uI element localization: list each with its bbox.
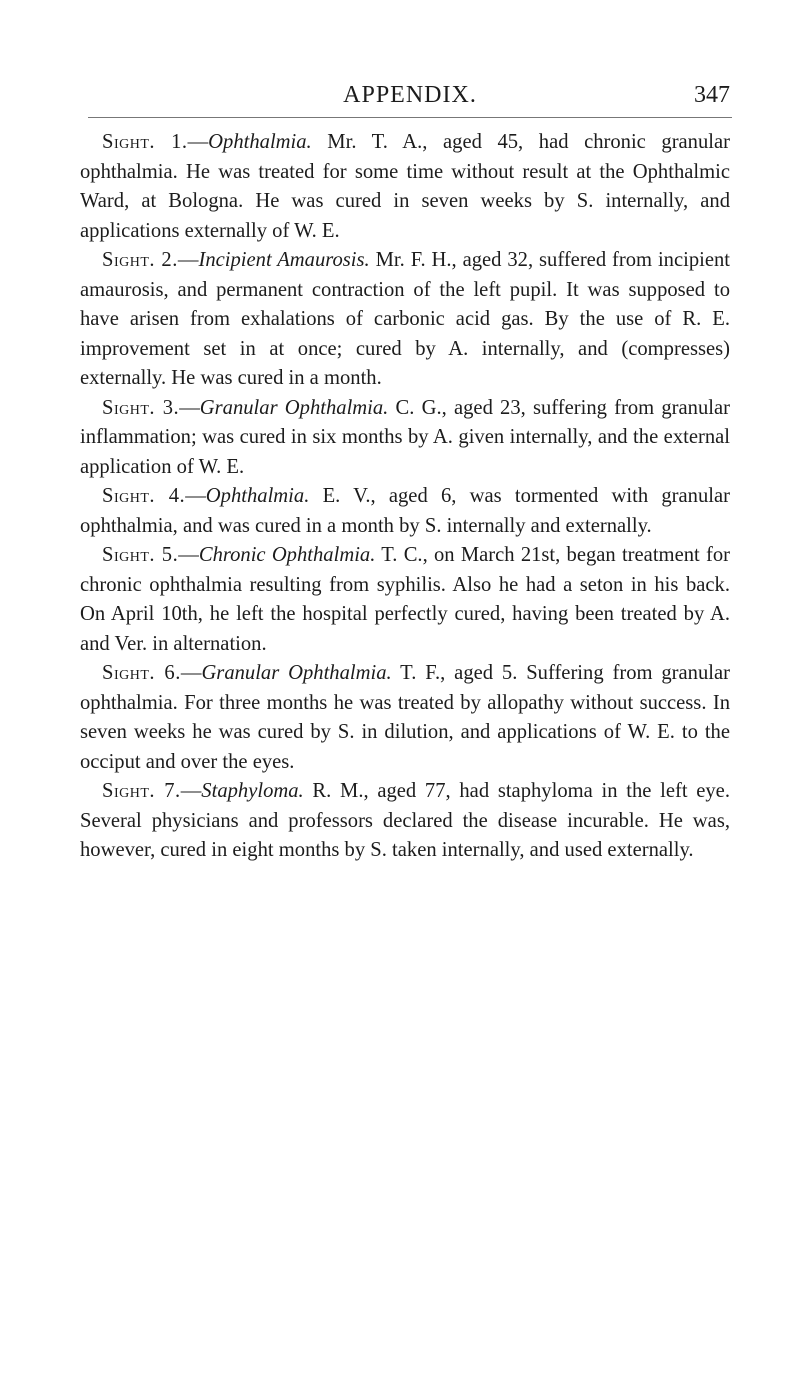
- case-entry: Sight. 5.—Chronic Ophthalmia. T. C., on March 21st, began treatment for chronic ophthalmia resulting from syphilis. Also he had a seton in his back. On April 10th, he left the hospital perfectly cured, having been treated by A. and Ver. in alternation.: [80, 544, 730, 655]
- case-title: Granular Ophthalmia.: [201, 662, 392, 684]
- case-title: Chronic Ophthalmia.: [198, 544, 376, 566]
- case-text: T. F., aged 5. Suffering from granular ophthalmia. For three months he was treated by allopathy without success. In seven weeks he was cured by S. in dilution, and applications of W. E. to the occiput and over the eyes.: [80, 662, 730, 773]
- case-title: Incipient Amaurosis.: [198, 249, 370, 271]
- case-label: Sight. 6.: [102, 662, 181, 684]
- case-label: Sight. 2.: [102, 249, 178, 271]
- running-head: [90, 80, 730, 110]
- case-label: Sight. 5.: [102, 544, 179, 566]
- case-label: Sight. 3.: [102, 396, 180, 419]
- case-entry: Sight. 6.—Granular Ophthalmia. T. F., aged 5. Suffering from granular ophthalmia. For three months he was treated by allopathy without success. In seven weeks he was cured by S. in dilution, and applications of W. E. to the occiput and over the eyes.: [80, 662, 730, 773]
- case-text: C. G., aged 23, suffering from granular inflammation; was cured in six months by A. given internally, and the external application of W. E.: [80, 396, 730, 478]
- case-entry: Sight. 2.—Incipient Amaurosis. Mr. F. H., aged 32, suffered from incipient amaurosis, and permanent contraction of the left pupil. It was supposed to have arisen from exhalations of carbonic acid gas. By the use of R. E. improvement set in at once; cured by A. internally, and (compresses) externally. He was cured in a month.: [80, 249, 730, 389]
- case-text: E. V., aged 6, was tormented with granular ophthalmia, and was cured in a month by S. internally and externally.: [80, 485, 730, 537]
- case-title: Ophthalmia.: [205, 485, 310, 507]
- case-label: Sight. 4.: [102, 485, 186, 507]
- case-title: Staphyloma.: [201, 780, 304, 802]
- case-entry: Sight. 3.—Granular Ophthalmia. C. G., aged 23, suffering from granular inflammation; was cured in six months by A. given internally, and the external application of W. E.: [80, 396, 730, 478]
- body-text: [80, 128, 730, 866]
- case-text: Mr. F. H., aged 32, suffered from incipient amaurosis, and permanent contraction of the left pupil. It was supposed to have arisen from exhalations of carbonic acid gas. By the use of R. E. improvement set in at once; cured by A. internally, and (compresses) externally. He was cured in a month.: [80, 249, 730, 389]
- header-rule: [88, 117, 732, 118]
- case-title: Ophthalmia.: [208, 131, 312, 153]
- case-text: Mr. T. A., aged 45, had chronic granular ophthalmia. He was treated for some time without result at the Ophthalmic Ward, at Bologna. He was cured in seven weeks by S. internally, and applications externally of W. E.: [80, 131, 731, 242]
- case-entry: Sight. 7.—Staphyloma. R. M., aged 77, had staphyloma in the left eye. Several physicians and professors declared the disease incurable. He was, however, cured in eight months by S. taken internally, and used externally.: [80, 780, 730, 861]
- case-text: R. M., aged 77, had staphyloma in the left eye. Several physicians and professors declared the disease incurable. He was, however, cured in eight months by S. taken internally, and used externally.: [80, 780, 730, 861]
- page-number: 347: [694, 82, 730, 108]
- case-text: T. C., on March 21st, began treatment for chronic ophthalmia resulting from syphilis. Also he had a seton in his back. On April 10th, he left the hospital perfectly cured, having been treated by A. and Ver. in alternation.: [80, 544, 730, 655]
- case-label: Sight. 1.: [102, 131, 188, 153]
- running-title: APPENDIX.: [343, 82, 477, 108]
- case-entry: Sight. 4.—Ophthalmia. E. V., aged 6, was tormented with granular ophthalmia, and was cured in a month by S. internally and externally.: [80, 485, 730, 537]
- case-label: Sight. 7.: [102, 780, 181, 802]
- case-entry: Sight. 1.—Ophthalmia. Mr. T. A., aged 45, had chronic granular ophthalmia. He was treated for some time without result at the Ophthalmic Ward, at Bologna. He was cured in seven weeks by S. internally, and applications externally of W. E.: [80, 131, 731, 242]
- case-title: Granular Ophthalmia.: [199, 396, 389, 419]
